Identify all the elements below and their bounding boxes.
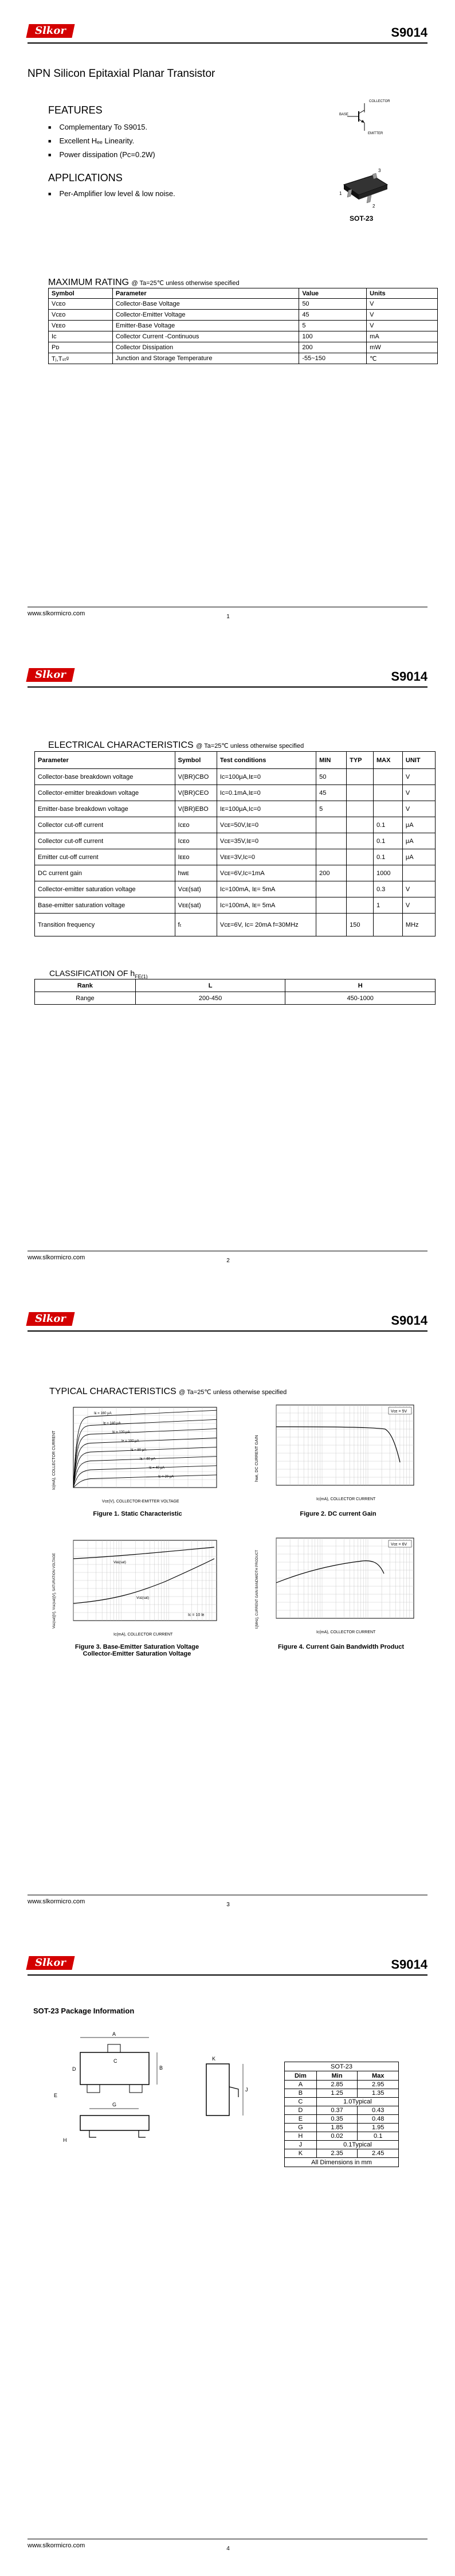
table-cell: 0.3 bbox=[373, 881, 402, 897]
table-cell bbox=[347, 897, 374, 914]
table-cell: Vᴄᴇ(sat) bbox=[175, 881, 217, 897]
table-row bbox=[285, 2124, 399, 2132]
table-cell: 0.1 bbox=[373, 817, 402, 833]
dim-label-b: B bbox=[159, 2065, 163, 2071]
table-row bbox=[285, 2089, 399, 2098]
table-cell bbox=[316, 914, 347, 936]
table-cell bbox=[373, 785, 402, 801]
table-cell: E bbox=[285, 2115, 317, 2124]
table-cell: Vᴇᴇ=3V,Iᴄ=0 bbox=[217, 849, 316, 865]
header-rule bbox=[28, 686, 427, 688]
table-cell: V bbox=[402, 897, 435, 914]
column-header: H bbox=[285, 979, 436, 992]
dim-label-d: D bbox=[72, 2066, 76, 2072]
body-end-view bbox=[206, 2064, 229, 2116]
table-cell: mW bbox=[367, 342, 438, 353]
column-header: Parameter bbox=[112, 288, 299, 299]
max-rating-table bbox=[48, 288, 438, 364]
note-text: Vᴄᴇ = 5V bbox=[391, 1410, 407, 1414]
page-1 bbox=[0, 0, 455, 644]
note-text: Vᴄᴇ = 6V bbox=[391, 1543, 407, 1547]
pin-2-label: 2 bbox=[372, 204, 375, 209]
table-cell: 0.37 bbox=[316, 2106, 358, 2115]
column-header: Symbol bbox=[49, 288, 113, 299]
table-cell: V(BR)CBO bbox=[175, 769, 217, 785]
max-rating-title-text: MAXIMUM RATING bbox=[48, 278, 130, 287]
table-cell: 0.48 bbox=[358, 2115, 399, 2124]
table-row bbox=[49, 342, 438, 353]
page-3 bbox=[0, 1288, 455, 1932]
table-cell: 1.25 bbox=[316, 2089, 358, 2098]
table-cell bbox=[316, 817, 347, 833]
lead-bottom-left bbox=[87, 2085, 100, 2093]
column-header: Rank bbox=[35, 979, 136, 992]
table-cell: C bbox=[285, 2098, 317, 2106]
table-cell: 2.35 bbox=[316, 2149, 358, 2158]
table-cell bbox=[316, 897, 347, 914]
table-cell: Vᴇᴇ(sat) bbox=[175, 897, 217, 914]
column-header: MAX bbox=[373, 752, 402, 769]
y-axis-label: Vᴇᴇ(sat)[V], Vᴄᴇ(sat)[V], SATURATION VOLTAGE bbox=[53, 1552, 56, 1629]
table-cell: 45 bbox=[316, 785, 347, 801]
table-cell: Collector-Emitter Voltage bbox=[112, 310, 299, 321]
table-cell: V bbox=[402, 785, 435, 801]
transistor-symbol-icon bbox=[339, 96, 391, 136]
package-label: SOT-23 bbox=[350, 214, 374, 223]
table-cell: Emitter-base breakdown voltage bbox=[35, 801, 175, 817]
table-cell: Collector Current -Continuous bbox=[112, 331, 299, 342]
y-axis-label: fₜ[MHz], CURRENT GAIN BANDWIDTH PRODUCT bbox=[256, 1549, 259, 1629]
table-cell: Vᴄᴇᴏ bbox=[49, 310, 113, 321]
figure-caption-line: Figure 3. Base-Emitter Saturation Voltage bbox=[74, 1644, 199, 1650]
table-cell bbox=[347, 849, 374, 865]
table-row bbox=[49, 299, 438, 310]
figure-caption: Figure 1. Static Characteristic bbox=[93, 1511, 182, 1517]
table-cell: 100 bbox=[299, 331, 367, 342]
table-row bbox=[35, 833, 436, 849]
table-cell: 0.43 bbox=[358, 2106, 399, 2115]
curve-label: Iᴇ = 40 μA bbox=[149, 1466, 165, 1470]
table-cell bbox=[347, 817, 374, 833]
classification-title-text: CLASSIFICATION OF h bbox=[49, 969, 135, 978]
table-cell: Collector cut-off current bbox=[35, 817, 175, 833]
table-cell: V bbox=[367, 321, 438, 331]
table-cell: Base-emitter saturation voltage bbox=[35, 897, 175, 914]
typical-title-text: TYPICAL CHARACTERISTICS bbox=[49, 1387, 176, 1396]
table-cell: μA bbox=[402, 817, 435, 833]
table-cell: V bbox=[402, 801, 435, 817]
table-row bbox=[49, 321, 438, 331]
figure-2-dc-current-gain bbox=[253, 1400, 425, 1504]
table-row bbox=[49, 310, 438, 321]
logo-text: Slkor bbox=[35, 669, 66, 681]
pin-1-label: 1 bbox=[339, 191, 342, 196]
table-cell: 2.95 bbox=[358, 2081, 399, 2089]
table-row bbox=[35, 785, 436, 801]
curve-label: Iᴇ = 80 μA bbox=[131, 1449, 147, 1452]
logo-text: Slkor bbox=[35, 1957, 66, 1969]
column-header: Max bbox=[358, 2071, 399, 2081]
footer-url: www.slkormicro.com bbox=[28, 610, 85, 617]
column-header: Min bbox=[316, 2071, 358, 2081]
curve-label: Vᴄᴇ(sat) bbox=[136, 1597, 149, 1600]
table-cell: Collector cut-off current bbox=[35, 833, 175, 849]
curve-label: Iᴇ = 160 μA bbox=[94, 1412, 112, 1415]
table-cell: Vᴄᴇ=6V, Iᴄ= 20mA f=30MHz bbox=[217, 914, 316, 936]
table-cell: 200 bbox=[316, 865, 347, 881]
brand-logo bbox=[26, 668, 74, 682]
table-cell: J bbox=[285, 2141, 317, 2149]
table-cell: 50 bbox=[316, 769, 347, 785]
electrical-title bbox=[48, 740, 304, 751]
package-info-title: SOT-23 Package Information bbox=[33, 2007, 135, 2015]
table-cell: Iᴄ=0.1mA,Iᴇ=0 bbox=[217, 785, 316, 801]
page-title: NPN Silicon Epitaxial Planar Transistor bbox=[28, 68, 215, 80]
table-cell: 5 bbox=[299, 321, 367, 331]
header-rule bbox=[28, 42, 427, 44]
part-number: S9014 bbox=[391, 1313, 427, 1328]
part-number: S9014 bbox=[391, 1957, 427, 1972]
table-cell: Iᴄ=100mA, Iᴇ= 5mA bbox=[217, 881, 316, 897]
table-cell: 450-1000 bbox=[285, 992, 436, 1005]
table-cell: Iᴇ=100μA,Iᴄ=0 bbox=[217, 801, 316, 817]
table-cell: 0.1Typical bbox=[316, 2141, 398, 2149]
table-cell bbox=[373, 769, 402, 785]
part-number: S9014 bbox=[391, 669, 427, 684]
table-cell: Vᴄᴇ=6V,Iᴄ=1mA bbox=[217, 865, 316, 881]
column-header: TYP bbox=[347, 752, 374, 769]
table-cell bbox=[347, 833, 374, 849]
column-header: Dim bbox=[285, 2071, 317, 2081]
dim-label-k: K bbox=[212, 2056, 216, 2062]
footer-url: www.slkormicro.com bbox=[28, 1254, 85, 1261]
applications-heading: APPLICATIONS bbox=[48, 172, 123, 184]
page-number: 1 bbox=[226, 614, 230, 620]
dims-caption: SOT-23 bbox=[285, 2062, 399, 2071]
figure-caption-line: Collector-Emitter Saturation Voltage bbox=[83, 1650, 191, 1657]
logo-text: Slkor bbox=[35, 25, 66, 37]
column-header: Units bbox=[367, 288, 438, 299]
classification-table bbox=[34, 979, 436, 1005]
table-cell bbox=[402, 865, 435, 881]
figure-caption: Figure 4. Current Gain Bandwidth Product bbox=[277, 1644, 404, 1650]
table-cell: mA bbox=[367, 331, 438, 342]
table-cell: Pᴅ bbox=[49, 342, 113, 353]
x-axis-label: Iᴄ(mA), COLLECTOR CURRENT bbox=[316, 1630, 376, 1634]
feature-item: ■ Power dissipation (Pᴄ=0.2W) bbox=[48, 150, 155, 159]
sot23-package-icon bbox=[332, 165, 395, 211]
logo-text: Slkor bbox=[35, 1313, 66, 1325]
typical-title bbox=[49, 1387, 287, 1397]
features-heading: FEATURES bbox=[48, 104, 103, 116]
table-cell: Iᴄᴇᴏ bbox=[175, 833, 217, 849]
table-cell: V(BR)EBO bbox=[175, 801, 217, 817]
table-cell: 1000 bbox=[373, 865, 402, 881]
symbol-collector-label: COLLECTOR bbox=[369, 100, 390, 103]
column-header: MIN bbox=[316, 752, 347, 769]
curve-label: Iᴇ = 60 μA bbox=[140, 1457, 156, 1461]
table-cell: Vᴄᴇᴏ bbox=[49, 299, 113, 310]
table-cell: 150 bbox=[347, 914, 374, 936]
table-row bbox=[285, 2081, 399, 2089]
table-cell: Vᴇᴇᴏ bbox=[49, 321, 113, 331]
page-2 bbox=[0, 644, 455, 1288]
table-cell bbox=[316, 881, 347, 897]
y-axis-label: Iᴄ(mA), COLLECTOR CURRENT bbox=[52, 1430, 56, 1490]
curve-label: Iᴇ = 100 μA bbox=[121, 1439, 139, 1443]
table-cell: Emitter cut-off current bbox=[35, 849, 175, 865]
table-cell: 1.85 bbox=[316, 2124, 358, 2132]
figure-4-gain-bandwidth bbox=[253, 1533, 425, 1637]
table-cell: 2.85 bbox=[316, 2081, 358, 2089]
electrical-subtitle: @ Ta=25℃ unless otherwise specified bbox=[196, 743, 304, 750]
table-cell: Junction and Storage Temperature bbox=[112, 353, 299, 364]
table-cell bbox=[316, 849, 347, 865]
body-top-view bbox=[80, 2052, 149, 2085]
column-header: Parameter bbox=[35, 752, 175, 769]
sot23-outline-drawing bbox=[40, 2029, 269, 2167]
table-cell: Tⱼ,Tₛₜᵍ bbox=[49, 353, 113, 364]
table-cell bbox=[373, 914, 402, 936]
max-rating-title bbox=[48, 278, 240, 288]
page-4 bbox=[0, 1932, 455, 2576]
brand-logo bbox=[26, 1956, 74, 1970]
electrical-title-text: ELECTRICAL CHARACTERISTICS bbox=[48, 740, 194, 750]
table-cell: 1.35 bbox=[358, 2089, 399, 2098]
figure-caption bbox=[60, 1644, 214, 1657]
table-row bbox=[285, 2149, 399, 2158]
x-axis-label: Iᴄ(mA), COLLECTOR CURRENT bbox=[316, 1497, 376, 1501]
table-cell: H bbox=[285, 2132, 317, 2141]
column-header: Symbol bbox=[175, 752, 217, 769]
dim-label-e: E bbox=[54, 2093, 58, 2098]
table-cell: 0.35 bbox=[316, 2115, 358, 2124]
x-axis-label: Iᴄ(mA), COLLECTOR CURRENT bbox=[113, 1633, 173, 1637]
table-row bbox=[49, 353, 438, 364]
table-cell: Collector-emitter saturation voltage bbox=[35, 881, 175, 897]
symbol-emitter-label: EMITTER bbox=[368, 132, 383, 135]
table-cell: Collector-base breakdown voltage bbox=[35, 769, 175, 785]
feature-item: ■ Complementary To S9015. bbox=[48, 123, 147, 131]
package-dimensions-table bbox=[284, 2062, 399, 2167]
dim-label-a: A bbox=[112, 2031, 116, 2037]
column-header: UNIT bbox=[402, 752, 435, 769]
table-row bbox=[285, 2141, 399, 2149]
table-row bbox=[35, 817, 436, 833]
table-cell: V bbox=[367, 310, 438, 321]
brand-logo bbox=[26, 24, 74, 38]
table-cell: Range bbox=[35, 992, 136, 1005]
table-cell: 1.0Typical bbox=[316, 2098, 398, 2106]
dim-label-g: G bbox=[112, 2102, 117, 2107]
classification-title bbox=[49, 969, 148, 979]
table-cell: Iᴄ=100μA,Iᴇ=0 bbox=[217, 769, 316, 785]
dim-label-h: H bbox=[63, 2137, 67, 2143]
symbol-base-label: BASE bbox=[339, 113, 349, 116]
note-text: Iᴄ = 10 Iᴇ bbox=[188, 1613, 205, 1617]
electrical-characteristics-table bbox=[34, 751, 436, 936]
table-cell: Collector Dissipation bbox=[112, 342, 299, 353]
figure-3-saturation-voltage bbox=[50, 1536, 228, 1639]
table-cell bbox=[316, 833, 347, 849]
table-cell bbox=[347, 881, 374, 897]
table-row bbox=[35, 992, 436, 1005]
table-cell: V bbox=[402, 769, 435, 785]
table-cell: 0.1 bbox=[373, 849, 402, 865]
table-cell: Iᴄ=100mA, Iᴇ= 5mA bbox=[217, 897, 316, 914]
table-cell: 200 bbox=[299, 342, 367, 353]
table-row bbox=[285, 2098, 399, 2106]
lead-top bbox=[108, 2044, 120, 2052]
header-rule bbox=[28, 1974, 427, 1976]
table-cell: 50 bbox=[299, 299, 367, 310]
table-cell: 1 bbox=[373, 897, 402, 914]
table-cell: 45 bbox=[299, 310, 367, 321]
table-cell bbox=[347, 769, 374, 785]
curve-label: Iᴇ = 120 μA bbox=[112, 1431, 130, 1434]
table-cell: B bbox=[285, 2089, 317, 2098]
table-row bbox=[35, 897, 436, 914]
table-cell bbox=[347, 801, 374, 817]
table-cell: μA bbox=[402, 849, 435, 865]
table-cell: 2.45 bbox=[358, 2149, 399, 2158]
table-row bbox=[35, 801, 436, 817]
table-cell: G bbox=[285, 2124, 317, 2132]
typical-subtitle: @ Ta=25℃ unless otherwise specified bbox=[179, 1389, 287, 1396]
table-cell: V bbox=[367, 299, 438, 310]
table-cell: D bbox=[285, 2106, 317, 2115]
x-axis-label: Vᴄᴇ(V), COLLECTOR-EMITTER VOLTAGE bbox=[102, 1500, 179, 1504]
page-number: 4 bbox=[226, 2546, 230, 2552]
table-cell: K bbox=[285, 2149, 317, 2158]
table-cell: Iᴄᴇᴏ bbox=[175, 817, 217, 833]
table-cell bbox=[373, 801, 402, 817]
classification-title-sub: FE(1) bbox=[135, 973, 148, 979]
curve-label: Vᴇᴇ(sat) bbox=[113, 1561, 126, 1564]
column-header: Value bbox=[299, 288, 367, 299]
table-cell: A bbox=[285, 2081, 317, 2089]
table-cell: 5 bbox=[316, 801, 347, 817]
table-cell: Collector-emitter breakdown voltage bbox=[35, 785, 175, 801]
table-row bbox=[35, 849, 436, 865]
table-row bbox=[35, 881, 436, 897]
feature-item: ■ Excellent Hₑₑ Linearity. bbox=[48, 136, 134, 145]
figure-1-static-characteristic bbox=[50, 1403, 228, 1506]
table-cell: 0.1 bbox=[373, 833, 402, 849]
table-cell: MHz bbox=[402, 914, 435, 936]
table-cell: hᴡᴇ bbox=[175, 865, 217, 881]
y-axis-label: hᴡᴇ, DC CURRENT GAIN bbox=[255, 1435, 259, 1482]
table-row bbox=[35, 914, 436, 936]
footer-url: www.slkormicro.com bbox=[28, 1898, 85, 1905]
table-cell: Emitter-Base Voltage bbox=[112, 321, 299, 331]
table-cell: 200-450 bbox=[135, 992, 285, 1005]
table-row bbox=[285, 2132, 399, 2141]
footer-url: www.slkormicro.com bbox=[28, 2542, 85, 2549]
table-cell bbox=[347, 785, 374, 801]
dim-label-j: J bbox=[245, 2087, 248, 2093]
column-header: Test conditions bbox=[217, 752, 316, 769]
page-number: 2 bbox=[226, 1258, 230, 1264]
body-side-view bbox=[80, 2116, 149, 2130]
table-cell: Iᴇᴇᴏ bbox=[175, 849, 217, 865]
table-cell: -55~150 bbox=[299, 353, 367, 364]
table-cell: Iᴄ bbox=[49, 331, 113, 342]
lead-bottom-right bbox=[130, 2085, 142, 2093]
table-cell: 1.95 bbox=[358, 2124, 399, 2132]
table-cell: μA bbox=[402, 833, 435, 849]
table-row bbox=[35, 769, 436, 785]
figure-caption: Figure 2. DC current Gain bbox=[300, 1511, 376, 1517]
table-cell: Transition frequency bbox=[35, 914, 175, 936]
table-cell: fₜ bbox=[175, 914, 217, 936]
pin-3-label: 3 bbox=[378, 168, 381, 173]
table-cell: Vᴄᴇ=35V,Iᴇ=0 bbox=[217, 833, 316, 849]
table-cell bbox=[347, 865, 374, 881]
table-cell: ℃ bbox=[367, 353, 438, 364]
column-header: L bbox=[135, 979, 285, 992]
table-cell: Collector-Base Voltage bbox=[112, 299, 299, 310]
table-row bbox=[49, 331, 438, 342]
table-cell: 0.1 bbox=[358, 2132, 399, 2141]
table-cell: V bbox=[402, 881, 435, 897]
part-number: S9014 bbox=[391, 25, 427, 40]
table-cell: DC current gain bbox=[35, 865, 175, 881]
table-row bbox=[285, 2106, 399, 2115]
brand-logo bbox=[26, 1312, 74, 1326]
header-rule bbox=[28, 1330, 427, 1332]
table-cell: V(BR)CEO bbox=[175, 785, 217, 801]
max-rating-subtitle: @ Ta=25℃ unless otherwise specified bbox=[131, 280, 240, 287]
page-number: 3 bbox=[226, 1902, 230, 1908]
curve-label: Iᴇ = 20 μA bbox=[158, 1475, 174, 1479]
table-row bbox=[35, 865, 436, 881]
table-cell: 0.02 bbox=[316, 2132, 358, 2141]
dim-label-c: C bbox=[113, 2058, 117, 2064]
application-item: ■ Per-Amplifier low level & low noise. bbox=[48, 189, 175, 198]
table-cell: Vᴄᴇ=50V,Iᴇ=0 bbox=[217, 817, 316, 833]
table-row bbox=[285, 2115, 399, 2124]
curve-label: Iᴇ = 140 μA bbox=[103, 1422, 121, 1426]
dims-footer: All Dimensions in mm bbox=[285, 2158, 399, 2167]
